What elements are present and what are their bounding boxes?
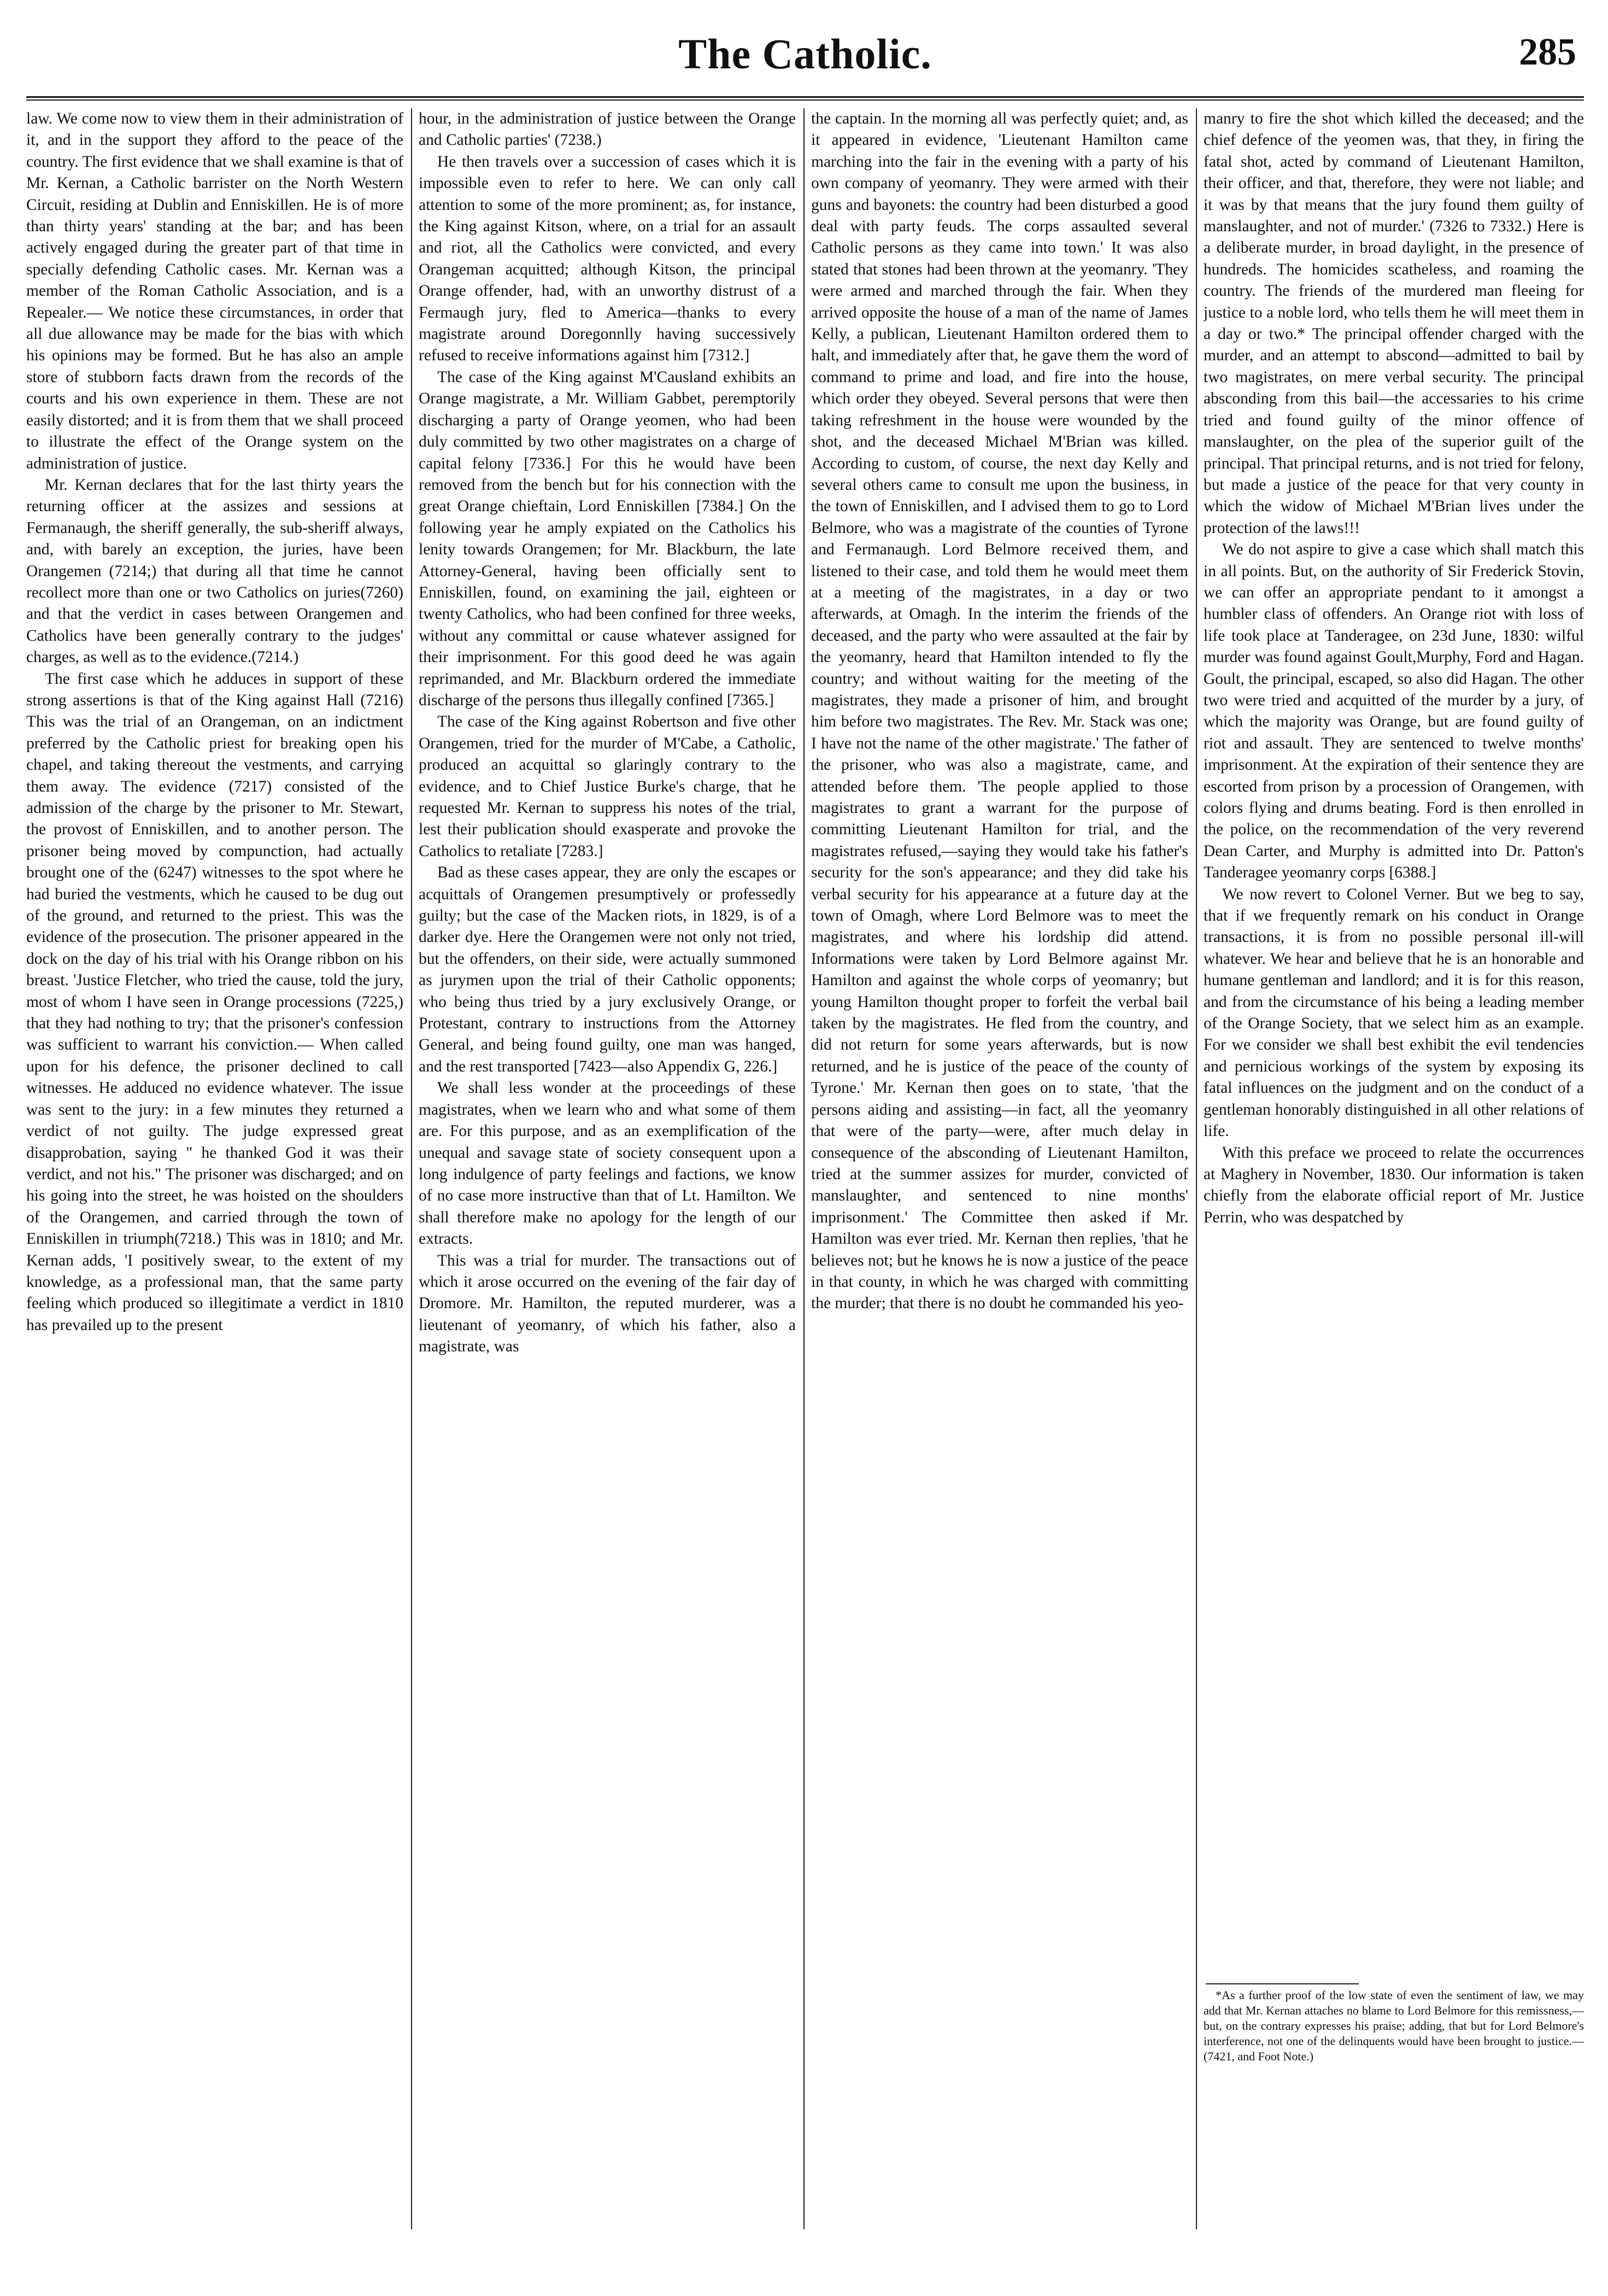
column-3 [811,108,1188,2235]
paragraph: The case of the King against Robertson and five other Orangemen, tried for the murder of M'Cabe, a Catholic, produced an acquittal so glaringly contrary to the evidence, and to Chief Justice Burke's charge, that he requested Mr. Kernan to suppress his notes of the trial, lest their publication should exasperate and provoke the Catholics to retaliate [7283.] [419,713,796,860]
paragraph: hour, in the administration of justice between the Orange and Catholic parties' (7238.) [419,110,796,149]
page-header [26,26,1584,92]
footnote [1204,1988,1584,2064]
column-2 [419,108,796,2235]
page-title: The Catholic. [678,30,932,78]
paragraph: The first case which he adduces in support of these strong assertions is that of the King against Hall (7216) This was the trial of an Orangeman, on an indictment preferred by the Catholic priest for breaking open his chapel, and taking thereout the vestments, and carrying them away. The evidence (7217) consisted of the admission of the charge by the prisoner to Mr. Stewart, the provost of Enniskillen, and to another person. The prisoner being moved by compunction, had actually brought one of the (6247) witnesses to the spot where he had buried the vestments, which he caused to be dug out of the ground, and returned to the priest. This was the evidence of the prosecution. The prisoner appeared in the dock on the day of his trial with his Orange ribbon on his breast. 'Justice Fletcher, who tried the cause, told the jury, most of whom I have seen in Orange processions (7225,) that they had nothing to try; that the prisoner's confession was sufficient to warrant his conviction.— When called upon for his defence, the prisoner declined to call witnesses. He adduced no evidence whatever. The issue was sent to the jury: in a few minutes they returned a verdict of not guilty. The judge expressed great disapprobation, saying " he thanked God it was their verdict, and not his." The prisoner was discharged; and on his going into the street, he was hoisted on the shoulders of the Orangemen, and carried through the town of Enniskillen in triumph(7218.) This was in 1810; and Mr. Kernan adds, 'I positively swear, to the extent of my knowledge, as a professional man, that the same party feeling which produced so illegitimate a verdict in 1810 has prevailed up to the present [26,670,403,1334]
paragraph: law. We come now to view them in their administration of it, and in the support they afford to the peace of the country. The first evidence that we shall examine is that of Mr. Kernan, a Catholic barrister on the North Western Circuit, residing at Dublin and Enniskillen. He is of more than thirty years' standing at the bar; and has been actively engaged during the greater part of that time in specially defending Catholic cases. Mr. Kernan was a member of the Roman Catholic Association, and is a Repealer.— We notice these circumstances, in order that all due allowance may be made for the bias with which his opinions may be formed. But he has also an ample store of stubborn facts drawn from the records of the courts and his own experience in them. These are not easily distorted; and it is from them that we shall proceed to illustrate the effect of the Orange system on the administration of justice. [26,110,403,472]
paragraph: We shall less wonder at the proceedings of these magistrates, when we learn who and what some of them are. For this purpose, and as an exemplification of the unequal and savage state of society consequent upon a long indulgence of party feelings and factions, we know of no case more instructive than that of Lt. Hamilton. We shall therefore make no apology for the length of our extracts. [419,1079,796,1248]
newspaper-page [26,26,1584,2235]
paragraph: He then travels over a succession of cases which it is impossible even to refer to here. We can only call attention to some of the more prominent; as, for instance, the King against Kitson, where, on a trial for an assault and riot, all the Catholics were convicted, and every Orangeman acquitted; although Kitson, the principal Orange offender, had, with an unworthy distrust of a Fermaugh jury, fled to America—thanks to every magistrate around Doregonnlly having successively refused to receive informations against him [7312.] [419,153,796,365]
column-4 [1204,108,1584,2235]
column-divider [411,108,412,2229]
column-divider [803,108,805,2229]
paragraph: Bad as these cases appear, they are only the escapes or acquittals of Orangemen presumptively or professedly guilty; but the case of the Macken riots, in 1829, is of a darker dye. Here the Orangemen were not only not tried, but the offenders, on their side, were actually summoned as jurymen upon the trial of their Catholic opponents; who being thus tried by a jury exclusively Orange, or Protestant, contrary to instructions from the Attorney General, and being found guilty, one man was hanged, and the rest transported [7423—also Appendix G, 226.] [419,864,796,1075]
header-rule [26,96,1584,101]
column-4-body [1204,108,1584,1978]
page-number: 285 [1519,31,1576,73]
paragraph: The case of the King against M'Causland exhibits an Orange magistrate, a Mr. William Gabbet, peremptorily discharging a party of Orange yeomen, who had been duly committed by two other magistrates on a charge of capital felony [7336.] For this he would have been removed from the bench but for his connection with the great Orange chieftain, Lord Enniskillen [7384.] On the following year he amply expiated on the Catholics his lenity towards Orangemen; for Mr. Blackburn, the late Attorney-General, having been officially sent to Enniskillen, found, on examining the jail, eighteen or twenty Catholics, who had been confined for three weeks, without any committal or cause whatever assigned for their imprisonment. For this good deed he was again reprimanded, and Mr. Blackburn ordered the immediate discharge of the persons thus illegally confined [7365.] [419,368,796,709]
column-divider [1196,108,1197,2229]
column-1 [26,108,403,2235]
paragraph: With this preface we proceed to relate the occurrences at Maghery in November, 1830. Our information is taken chiefly from the elaborate official report of Mr. Justice Perrin, who was despatched by [1204,1144,1584,1226]
paragraph: the captain. In the morning all was perfectly quiet; and, as it appeared in evidence, 'Lieutenant Hamilton came marching into the fair in the evening with a party of his own company of yeomanry. They were armed with their guns and bayonets: the country had been disturbed a good deal with party feuds. The corps assaulted several Catholic persons as they came into town.' It was also stated that stones had been thrown at the yeomanry. 'They were armed and marched through the fair. When they arrived opposite the house of a man of the name of James Kelly, a publican, Lieutenant Hamilton ordered them to halt, and immediately after that, he gave them the word of command to prime and load, and fire into the house, which order they obeyed. Several persons that were then taking refreshment in the house were wounded by the shot, and the deceased Michael M'Brian was killed. According to custom, of course, the next day Kelly and several others came to consult me upon the business, in the town of Enniskillen, and I advised them to go to Lord Belmore, who was a magistrate of the counties of Tyrone and Fermanaugh. Lord Belmore received them, and listened to their case, and told them he would meet them at a meeting of the magistrates, in a day or two afterwards, at Omagh. In the interim the friends of the deceased, and the party who were assaulted at the fair by the yeomanry, heard that Hamilton intended to fly the country; and without waiting for the meeting of the magistrates, they made a prisoner of him, and brought him before two magistrates. The Rev. Mr. Stack was one; I have not the name of the other magistrate.' The father of the prisoner, who was also a magistrate, came, and attended before them. 'The people applied to those magistrates to grant a warrant for the purpose of committing Lieutenant Hamilton for trial, and the magistrates refused,—saying they would take his father's security for the son's appearance; and they did take his verbal security for his appearance at a future day at the town of Omagh, where Lord Belmore was to meet the magistrates, and where his lordship did attend. Informations were taken by Lord Belmore against Mr. Hamilton and against the whole corps of yeomanry; but young Hamilton thought proper to forfeit the verbal bail taken by the magistrates. He fled from the country, and did not return for some years afterwards, but is now returned, and he is justice of the peace of the county of Tyrone.' Mr. Kernan then goes on to state, 'that the persons aiding and assisting—in fact, all the yeomanry that were of the party—were, after much delay in consequence of the absconding of Lieutenant Hamilton, tried at the summer assizes for murder, convicted of manslaughter, and sentenced to nine months' imprisonment.' The Committee then asked if Mr. Hamilton was ever tried. Mr. Kernan then replies, 'that he believes not; but he knows he is now a justice of the peace in that county, in which he was charged with committing the murder; that there is no doubt he commanded his yeo- [811,110,1188,1313]
paragraph: We now revert to Colonel Verner. But we beg to say, that if we frequently remark on his conduct in Orange transactions, it is from no possible personal ill-will whatever. We hear and believe that he is an honorable and humane gentleman and landlord; and it is for this reason, and from the circumstance of his being a leading member of the Orange Society, that we select him as an example. For we consider we shall best exhibit the evil tendencies and pernicious workings of the system by exposing its fatal influences on the judgment and on the conduct of a gentleman honorably distinguished in all other relations of life. [1204,885,1584,1140]
paragraph: This was a trial for murder. The transactions out of which it arose occurred on the evening of the fair day of Dromore. Mr. Hamilton, the reputed murderer, was a lieutenant of yeomanry, of which his father, also a magistrate, was [419,1251,796,1356]
footnote-text: *As a further proof of the low state of even the sentiment of law, we may add that Mr. Kernan attaches no blame to Lord Belmore for this remissness,—but, on the contrary expresses his praise; adding, that but for Lord Belmore's interference, not one of the delinquents would have been brought to justice.—(7421, and Foot Note.) [1204,1988,1584,2063]
footnote-rule [1206,1983,1359,1984]
paragraph: manry to fire the shot which killed the deceased; and the chief defence of the yeomen was, that they, in firing the fatal shot, acted by command of Lieutenant Hamilton, their officer, and that, therefore, they were not liable; and it was by that means that the jury found them guilty of manslaughter, and not of murder.' (7326 to 7332.) Here is a deliberate murder, in broad daylight, in the presence of hundreds. The homicides scatheless, and roaming the country. The friends of the murdered man fleeing for justice to a noble lord, who tells them he will meet them in a day or two.* The principal offender charged with the murder, and an attempt to abscond—admitted to bail by two magistrates, on mere verbal security. The principal absconding from this bail—the accessaries to his crime tried and found guilty of the minor offence of manslaughter, on the plea of the superior guilt of the principal. That principal returns, and is not tried for felony, but made a justice of the peace for that very county in which the widow of Michael M'Brian lives under the protection of the laws!!! [1204,110,1584,537]
paragraph: We do not aspire to give a case which shall match this in all points. But, on the authority of Sir Frederick Stovin, we can offer an appropriate pendant to it amongst a humbler class of offenders. An Orange riot with loss of life took place at Tanderagee, on 23d June, 1830: wilful murder was found against Goult,Murphy, Ford and Hagan. Goult, the principal, escaped, so also did Hagan. The other two were tried and acquitted of the murder by a jury, of which the majority was Orange, but are found guilty of riot and assault. They are sentenced to twelve months' imprisonment. At the expiration of their sentence they are escorted from prison by a procession of Orangemen, with colors flying and drums beating. Ford is then enrolled in the police, on the recommendation of the very reverend Dean Carter, and Murphy is admitted into Dr. Patton's Tanderagee yeomanry corps [6388.] [1204,541,1584,882]
paragraph: Mr. Kernan declares that for the last thirty years the returning officer at the assizes and sessions at Fermanaugh, the sheriff generally, the sub-sheriff always, and, with barely an exception, the juries, have been Orangemen (7214;) that during all that time he cannot recollect more than one or two Catholics on juries(7260) and that the verdict in cases between Orangemen and Catholics have been generally contrary to the judges' charges, as well as to the evidence.(7214.) [26,476,403,666]
